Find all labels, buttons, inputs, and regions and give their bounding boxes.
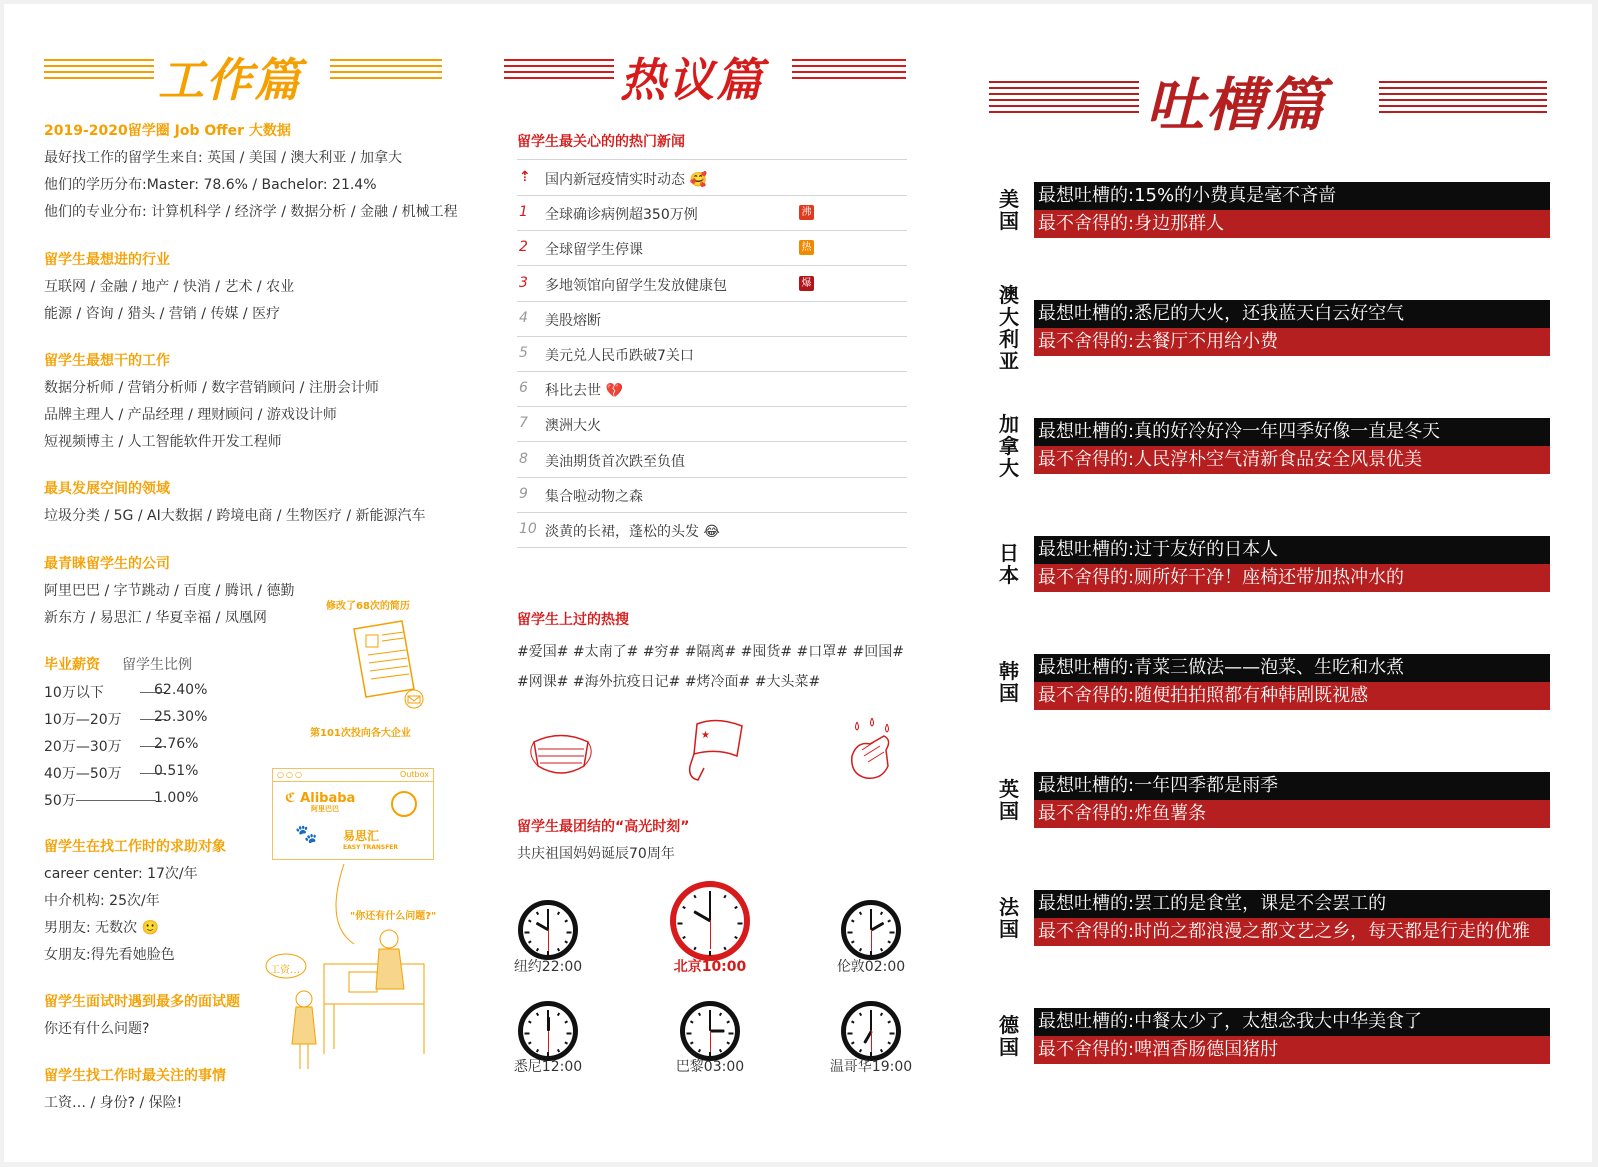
news-title: 多地领馆向留学生发放健康包 [545, 277, 727, 294]
section-heading: 留学生上过的热搜 [517, 612, 629, 628]
clock-tick [880, 1049, 883, 1053]
rant-miss-bar: 最不舍得的:身边那群人 [1034, 210, 1550, 238]
hot-badge: 爆 [799, 276, 814, 291]
clock-tick [557, 1049, 560, 1053]
speech-bubble-salary: 工资… [270, 965, 300, 976]
clock-tick [536, 1049, 539, 1053]
salary-ratio-heading: 留学生比例 [122, 657, 192, 673]
clock-tick [859, 1049, 862, 1053]
section-heading: 留学生在找工作时的求助对象 [44, 839, 226, 855]
clock-tick [693, 895, 696, 899]
text-line: 他们的学历分布:Master: 78.6% / Bachelor: 21.4% [44, 177, 377, 193]
infographic-page [4, 4, 1592, 1162]
clock-tick [557, 912, 560, 916]
baidu-paw-icon: 🐾 [295, 824, 318, 845]
rant-want-bar: 最想吐槽的:15%的小费真是毫不吝啬 [1034, 182, 1550, 210]
clock-tick [528, 1020, 532, 1023]
news-item [517, 230, 907, 266]
clock-tick [525, 1033, 530, 1035]
rant-want-bar: 最想吐槽的:真的好冷好冷一年四季好像一直是冬天 [1034, 418, 1550, 446]
news-rank: 4 [519, 309, 528, 326]
country-name: 德国 [999, 1013, 1019, 1059]
text-line: 最好找工作的留学生来自: 英国 / 美国 / 澳大利亚 / 加拿大 [44, 150, 403, 166]
rant-miss-bar: 最不舍得的:人民淳朴空气清新食品安全风景优美 [1034, 446, 1550, 474]
news-item [517, 160, 907, 196]
title-stripes-right [330, 59, 442, 85]
outbox-label: Outbox [400, 770, 429, 779]
news-title: 美油期货首次跌至负值 [545, 453, 685, 470]
clock-icon [670, 881, 750, 961]
salary-percent: 25.30% [154, 709, 208, 725]
salary-percent: 62.40% [154, 682, 208, 698]
text-line: 短视频博主 / 人工智能软件开发工程师 [44, 434, 282, 450]
clock-tick [890, 932, 895, 934]
country-name: 美国 [999, 187, 1019, 233]
clock-tick [859, 948, 862, 952]
clock-tick [525, 932, 530, 934]
clock-label: 温哥华19:00 [829, 1059, 913, 1075]
salary-percent: 1.00% [154, 790, 199, 806]
country-name: 英国 [999, 777, 1019, 823]
minute-hand [547, 910, 549, 930]
news-rank: 3 [519, 274, 528, 291]
face-mask-icon [526, 724, 596, 784]
clock-tick [848, 1033, 853, 1035]
clock-tick [859, 1013, 862, 1017]
clock-tick [528, 940, 532, 943]
text-line: 他们的专业分布: 计算机科学 / 经济学 / 数据分析 / 金融 / 机械工程 [44, 204, 458, 220]
clock-tick [693, 947, 696, 951]
minute-hand [870, 1011, 872, 1031]
news-item [517, 336, 907, 372]
pin-icon: ⇡ [519, 169, 531, 185]
news-title: 淡黄的长裙，蓬松的头发 😂 [545, 524, 720, 540]
salary-range: 50万 [44, 793, 76, 809]
resume-illustration [344, 609, 434, 709]
clock-tick [678, 923, 683, 925]
title-stripes-left [44, 59, 154, 85]
rant-miss-bar: 最不舍得的:啤酒香肠德国猪肘 [1034, 1036, 1550, 1064]
section-heading: 留学生最想进的行业 [44, 252, 170, 268]
clock-tick [690, 1020, 694, 1023]
text-line: 阿里巴巴 / 字节跳动 / 百度 / 腾讯 / 德勤 [44, 583, 295, 599]
window-dots-icon: ○○○ [277, 770, 304, 779]
text-line: 女朋友:得先看她脸色 [44, 947, 175, 963]
clock-icon [841, 900, 901, 960]
news-item [517, 442, 907, 478]
news-item [517, 301, 907, 337]
hour-hand [870, 922, 884, 932]
country-name: 法国 [999, 895, 1019, 941]
rant-miss-bar: 最不舍得的:厕所好干净！座椅还带加热冲水的 [1034, 564, 1550, 592]
hot-badge: 热 [799, 240, 814, 255]
clock-icon [518, 1001, 578, 1061]
hashtags-line-1: #爱国# #太南了# #穷# #隔离# #囤货# #口罩# #回国# [517, 644, 904, 660]
salary-percent: 2.76% [154, 736, 199, 752]
country-name: 澳大利亚 [999, 283, 1019, 373]
clock-label: 伦敦02:00 [836, 959, 906, 975]
rant-want-bar: 最想吐槽的:悉尼的大火，还我蓝天白云好空气 [1034, 300, 1550, 328]
rant-title: 吐槽篇 [1146, 71, 1327, 139]
text-line: 中介机构: 25次/年 [44, 893, 160, 909]
title-stripes-right [792, 59, 906, 85]
section-heading: 留学生面试时遇到最多的面试题 [44, 994, 240, 1010]
news-item [517, 266, 907, 302]
rant-want-bar: 最想吐槽的:罢工的是食堂，课是不会罢工的 [1034, 890, 1550, 918]
salary-range: 40万—50万 [44, 766, 122, 782]
outbox-window [272, 768, 434, 860]
clock-tick [851, 919, 855, 922]
minute-hand [547, 1011, 549, 1031]
news-rank: 5 [519, 345, 528, 361]
salary-heading: 毕业薪资 [44, 657, 100, 673]
news-item [517, 512, 907, 548]
salary-percent: 0.51% [154, 763, 199, 779]
section-heading: 最青睐留学生的公司 [44, 556, 170, 572]
news-rank: 10 [519, 521, 537, 537]
clock-tick [528, 1041, 532, 1044]
clock-icon [680, 1001, 740, 1061]
news-item [517, 371, 907, 407]
news-rank: 1 [519, 204, 528, 221]
clock-tick [880, 912, 883, 916]
country-name: 日本 [999, 541, 1019, 587]
clock-tick [698, 1049, 701, 1053]
clock-tick [851, 1041, 855, 1044]
clock-tick [719, 1049, 722, 1053]
clock-tick [567, 1033, 572, 1035]
text-line: 能源 / 咨询 / 猎头 / 营销 / 传媒 / 医疗 [44, 306, 281, 322]
clock-tick [734, 906, 738, 909]
text-line: 共庆祖国妈妈诞辰70周年 [517, 846, 675, 862]
rant-want-bar: 最想吐槽的:青菜三做法——泡菜、生吃和水煮 [1034, 654, 1550, 682]
note-resume: 修改了68次的简历 [326, 601, 410, 612]
country-name: 加拿大 [999, 412, 1019, 480]
clock-tick [690, 1041, 694, 1044]
clock-tick [536, 912, 539, 916]
news-title: 全球确诊病例超350万例 [545, 207, 698, 224]
clock-tick [738, 923, 743, 925]
hand-wash-icon [842, 716, 902, 786]
news-rank: 7 [519, 415, 528, 432]
clock-tick [528, 919, 532, 922]
clock-tick [887, 1041, 891, 1044]
rant-miss-bar: 最不舍得的:去餐厅不用给小费 [1034, 328, 1550, 356]
title-stripes-left [504, 59, 614, 85]
clock-tick [723, 947, 726, 951]
section-heading: 留学生最想干的工作 [44, 353, 170, 369]
clock-tick [887, 940, 891, 943]
china-flag-icon [682, 716, 752, 786]
news-rank: 9 [519, 485, 528, 502]
news-title: 澳洲大火 [545, 418, 601, 435]
phoenix-logo-icon [391, 791, 417, 817]
clock-tick [726, 1020, 730, 1023]
clock-tick [564, 919, 568, 922]
text-line: 工资… / 身份? / 保险! [44, 1095, 183, 1111]
rant-want-bar: 最想吐槽的:过于友好的日本人 [1034, 536, 1550, 564]
clock-icon [841, 1001, 901, 1061]
salary-range: 20万—30万 [44, 739, 122, 755]
second-hand [871, 1031, 872, 1052]
svg-text:★: ★ [701, 730, 710, 741]
clock-tick [887, 919, 891, 922]
clock-tick [564, 1041, 568, 1044]
title-stripes-left [989, 81, 1139, 107]
minute-hand [709, 1011, 711, 1031]
news-title: 集合啦动物之森 [545, 488, 643, 505]
clock-tick [719, 1013, 722, 1017]
country-name: 韩国 [999, 659, 1019, 705]
clock-tick [564, 940, 568, 943]
text-line: 垃圾分类 / 5G / AI大数据 / 跨境电商 / 生物医疗 / 新能源汽车 [44, 508, 426, 524]
second-hand [710, 1031, 711, 1052]
rant-miss-bar: 最不舍得的:随便拍拍照都有种韩剧既视感 [1034, 682, 1550, 710]
clock-tick [682, 906, 686, 909]
clock-tick [687, 1033, 692, 1035]
clock-tick [851, 1020, 855, 1023]
news-title: 美元兑人民币跌破7关口 [545, 348, 694, 364]
minute-hand [709, 894, 711, 921]
section-heading: 最具发展空间的领域 [44, 481, 170, 497]
news-item [517, 477, 907, 513]
clock-label: 巴黎03:00 [675, 1059, 745, 1075]
clock-tick [890, 1033, 895, 1035]
clock-tick [887, 1020, 891, 1023]
salary-dash [76, 800, 156, 801]
clock-tick [734, 936, 738, 939]
rant-want-bar: 最想吐槽的:一年四季都是雨季 [1034, 772, 1550, 800]
section-heading: 留学生找工作时最关注的事情 [44, 1068, 226, 1084]
clock-tick [567, 932, 572, 934]
clock-tick [536, 1013, 539, 1017]
clock-tick [729, 1033, 734, 1035]
news-item [517, 195, 907, 231]
clock-tick [557, 948, 560, 952]
clock-tick [848, 932, 853, 934]
clock-label: 悉尼12:00 [513, 1059, 583, 1075]
clock-tick [880, 948, 883, 952]
minute-hand [870, 910, 872, 930]
news-rank: 6 [519, 380, 528, 397]
note-apply: 第101次投向各大企业 [310, 728, 411, 739]
clock-tick [564, 1020, 568, 1023]
rant-want-bar: 最想吐槽的:中餐太少了，太想念我大中华美食了 [1034, 1008, 1550, 1036]
second-hand [548, 1031, 549, 1052]
text-line: 男朋友: 无数次 🙂 [44, 920, 160, 936]
ysh-logo: 易思汇 EASY TRANSFER [343, 829, 399, 851]
alibaba-logo: ℭ Alibaba 阿里巴巴 [285, 791, 356, 813]
title-stripes-right [1379, 81, 1547, 107]
text-line: 互联网 / 金融 / 地产 / 快消 / 艺术 / 农业 [44, 279, 295, 295]
section-heading: 2019-2020留学圈 Job Offer 大数据 [44, 123, 291, 139]
clock-icon [518, 900, 578, 960]
clock-label: 北京10:00 [673, 959, 747, 975]
text-line: 你还有什么问题? [44, 1021, 150, 1037]
section-heading: 留学生最团结的“高光时刻” [517, 819, 690, 835]
text-line: career center: 17次/年 [44, 866, 198, 882]
clock-tick [880, 1013, 883, 1017]
news-item [517, 406, 907, 442]
text-line: 数据分析师 / 营销分析师 / 数字营销顾问 / 注册会计师 [44, 380, 379, 396]
clock-tick [859, 912, 862, 916]
rant-miss-bar: 最不舍得的:时尚之都浪漫之都文艺之乡，每天都是行走的优雅 [1034, 918, 1550, 946]
news-title: 科比去世 💔 [545, 383, 623, 400]
clock-tick [851, 940, 855, 943]
second-hand [548, 930, 549, 951]
clock-tick [557, 1013, 560, 1017]
text-line: 品牌主理人 / 产品经理 / 理财顾问 / 游戏设计师 [44, 407, 337, 423]
speech-bubble-question: "你还有什么问题?" [350, 911, 437, 922]
second-hand [710, 921, 711, 950]
clock-tick [682, 936, 686, 939]
hot-badge: 沸 [799, 205, 814, 220]
clock-tick [698, 1013, 701, 1017]
clock-tick [723, 895, 726, 899]
news-title: 美股熔断 [545, 312, 601, 329]
news-title: 国内新冠疫情实时动态 🥰 [545, 172, 707, 188]
hot-title: 热议篇 [620, 53, 764, 107]
hour-hand [710, 1030, 724, 1033]
section-heading: 留学生最关心的的热门新闻 [517, 134, 685, 150]
salary-range: 10万—20万 [44, 712, 122, 728]
alibaba-mark-icon: ℭ [285, 791, 296, 806]
clock-tick [726, 1041, 730, 1044]
work-title: 工作篇 [158, 53, 302, 107]
clock-tick [536, 948, 539, 952]
second-hand [871, 930, 872, 951]
news-rank: 2 [519, 239, 528, 256]
news-rank: 8 [519, 450, 528, 467]
clock-label: 纽约22:00 [513, 959, 583, 975]
salary-range: 10万以下 [44, 685, 104, 701]
rant-miss-bar: 最不舍得的:炸鱼薯条 [1034, 800, 1550, 828]
news-title: 全球留学生停课 [545, 242, 643, 259]
hashtags-line-2: #网课# #海外抗疫日记# #烤冷面# #大头菜# [517, 674, 821, 690]
text-line: 新东方 / 易思汇 / 华夏幸福 / 凤凰网 [44, 610, 267, 626]
